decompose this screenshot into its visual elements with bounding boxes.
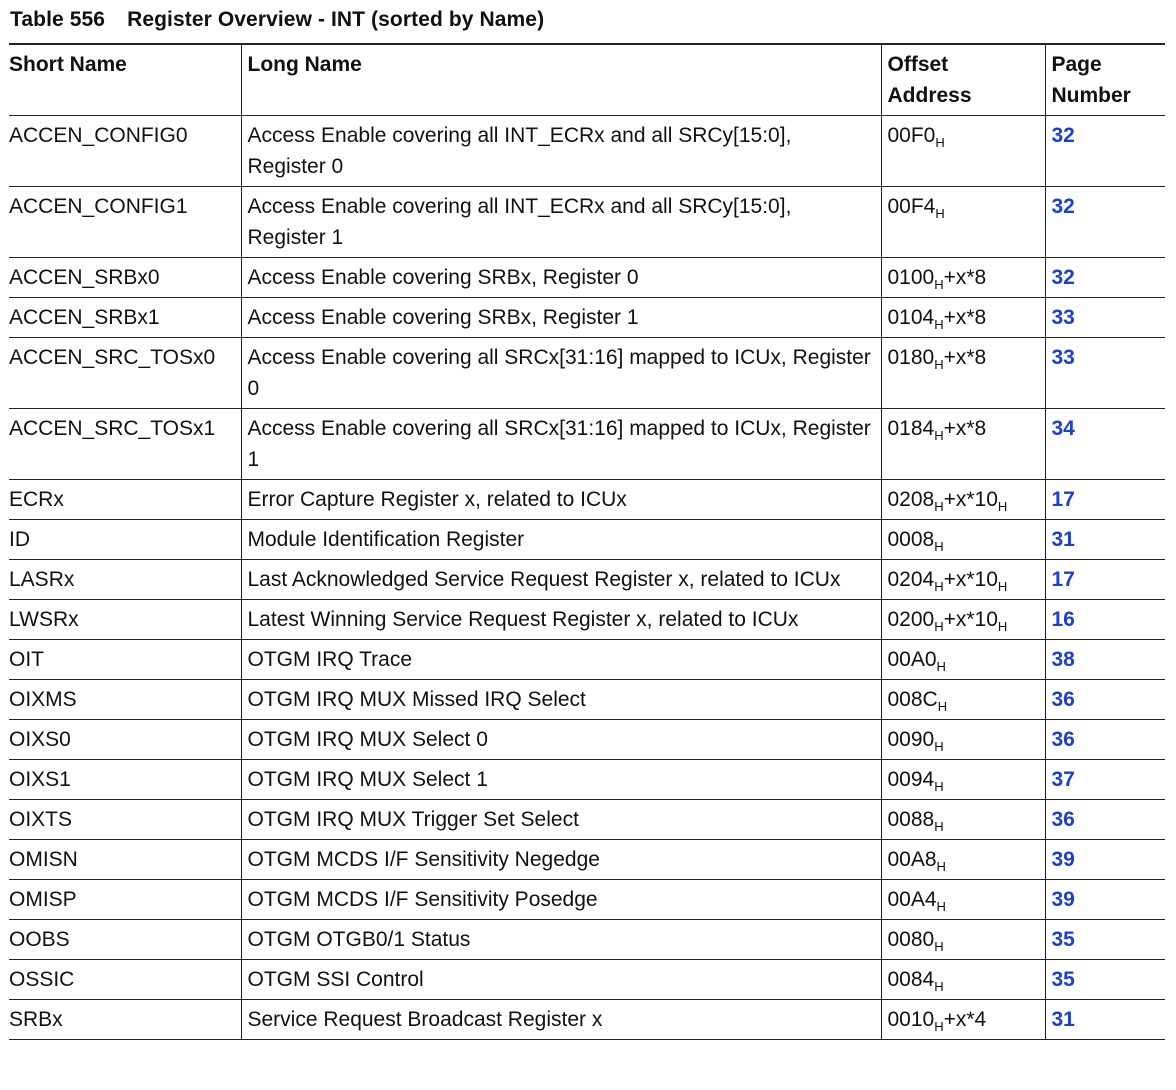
table-row bbox=[9, 1000, 1165, 1040]
cell-offset-address bbox=[881, 480, 1045, 520]
cell-offset-address bbox=[881, 960, 1045, 1000]
cell-page-number bbox=[1045, 600, 1165, 640]
page-link[interactable]: 36 bbox=[1051, 688, 1075, 711]
cell-long-name: Access Enable covering SRBx, Register 0 bbox=[241, 258, 881, 298]
offset-part: +x*4 bbox=[943, 1008, 987, 1031]
cell-offset-address bbox=[881, 680, 1045, 720]
cell-long-name: OTGM IRQ MUX Select 0 bbox=[241, 720, 881, 760]
cell-long-name: Access Enable covering all INT_ECRx and all SRCy[15:0], Register 0 bbox=[241, 116, 881, 187]
offset-part: 0080 bbox=[887, 928, 935, 951]
hex-subscript: H bbox=[934, 819, 944, 834]
hex-subscript: H bbox=[934, 539, 944, 554]
cell-short-name: ACCEN_SRBx1 bbox=[9, 298, 241, 338]
cell-offset-address bbox=[881, 258, 1045, 298]
cell-offset-address bbox=[881, 720, 1045, 760]
offset-part: +x*8 bbox=[943, 417, 987, 440]
table-row bbox=[9, 960, 1165, 1000]
page-link[interactable]: 37 bbox=[1051, 768, 1075, 791]
table-row bbox=[9, 480, 1165, 520]
header-short-name: Short Name bbox=[9, 44, 241, 116]
hex-subscript: H bbox=[936, 899, 946, 914]
offset-part: 00A0 bbox=[887, 648, 937, 671]
offset-part: 0010 bbox=[887, 1008, 935, 1031]
header-page-line1: Page bbox=[1051, 53, 1102, 76]
header-offset-line1: Offset bbox=[887, 53, 949, 76]
offset-part: 00F0 bbox=[887, 124, 936, 147]
hex-subscript: H bbox=[934, 979, 944, 994]
table-row bbox=[9, 720, 1165, 760]
offset-part: +x*10 bbox=[943, 568, 998, 591]
cell-long-name: Last Acknowledged Service Request Register x, related to ICUx bbox=[241, 560, 881, 600]
hex-subscript: H bbox=[936, 659, 946, 674]
cell-long-name: Access Enable covering all SRCx[31:16] mapped to ICUx, Register 0 bbox=[241, 338, 881, 409]
cell-short-name: OIXS1 bbox=[9, 760, 241, 800]
offset-part: +x*8 bbox=[943, 306, 987, 329]
table-row bbox=[9, 760, 1165, 800]
cell-page-number bbox=[1045, 560, 1165, 600]
cell-short-name: ACCEN_CONFIG0 bbox=[9, 116, 241, 187]
hex-subscript: H bbox=[997, 619, 1008, 634]
header-offset-line2: Address bbox=[887, 84, 972, 107]
table-row bbox=[9, 880, 1165, 920]
hex-subscript: H bbox=[934, 619, 944, 634]
page-link[interactable]: 31 bbox=[1051, 528, 1075, 551]
cell-short-name: OIXTS bbox=[9, 800, 241, 840]
cell-long-name: OTGM IRQ Trace bbox=[241, 640, 881, 680]
cell-page-number bbox=[1045, 840, 1165, 880]
register-overview-table bbox=[9, 43, 1165, 1040]
hex-subscript: H bbox=[934, 739, 944, 754]
page-link[interactable]: 33 bbox=[1051, 346, 1075, 369]
cell-short-name: ACCEN_CONFIG1 bbox=[9, 187, 241, 258]
page-link[interactable]: 17 bbox=[1051, 568, 1075, 591]
cell-page-number bbox=[1045, 680, 1165, 720]
cell-long-name: OTGM IRQ MUX Select 1 bbox=[241, 760, 881, 800]
cell-offset-address bbox=[881, 116, 1045, 187]
page-link[interactable]: 17 bbox=[1051, 488, 1075, 511]
cell-page-number bbox=[1045, 187, 1165, 258]
offset-part: 0204 bbox=[887, 568, 935, 591]
cell-short-name: OIXMS bbox=[9, 680, 241, 720]
offset-part: 00F4 bbox=[887, 195, 936, 218]
offset-part: 0184 bbox=[887, 417, 935, 440]
cell-page-number bbox=[1045, 760, 1165, 800]
header-page-line2: Number bbox=[1051, 84, 1131, 107]
page-link[interactable]: 35 bbox=[1051, 928, 1075, 951]
cell-offset-address bbox=[881, 920, 1045, 960]
offset-part: 008C bbox=[887, 688, 938, 711]
cell-page-number bbox=[1045, 960, 1165, 1000]
cell-offset-address bbox=[881, 338, 1045, 409]
header-row bbox=[9, 44, 1165, 116]
cell-long-name: OTGM MCDS I/F Sensitivity Negedge bbox=[241, 840, 881, 880]
cell-offset-address bbox=[881, 600, 1045, 640]
cell-long-name: OTGM OTGB0/1 Status bbox=[241, 920, 881, 960]
offset-part: 00A8 bbox=[887, 848, 937, 871]
table-row bbox=[9, 800, 1165, 840]
cell-page-number bbox=[1045, 640, 1165, 680]
cell-offset-address bbox=[881, 560, 1045, 600]
cell-long-name: Module Identification Register bbox=[241, 520, 881, 560]
table-caption bbox=[10, 8, 544, 32]
cell-short-name: ACCEN_SRBx0 bbox=[9, 258, 241, 298]
header-long-name: Long Name bbox=[241, 44, 881, 116]
cell-offset-address bbox=[881, 760, 1045, 800]
cell-short-name: ACCEN_SRC_TOSx1 bbox=[9, 409, 241, 480]
offset-part: 0008 bbox=[887, 528, 935, 551]
cell-short-name: ECRx bbox=[9, 480, 241, 520]
hex-subscript: H bbox=[934, 277, 944, 292]
cell-short-name: OMISN bbox=[9, 840, 241, 880]
cell-short-name: LASRx bbox=[9, 560, 241, 600]
table-title: Register Overview - INT (sorted by Name) bbox=[127, 8, 545, 31]
cell-page-number bbox=[1045, 258, 1165, 298]
cell-long-name: OTGM SSI Control bbox=[241, 960, 881, 1000]
offset-part: +x*8 bbox=[943, 346, 987, 369]
offset-part: 0090 bbox=[887, 728, 935, 751]
hex-subscript: H bbox=[934, 499, 944, 514]
hex-subscript: H bbox=[937, 699, 948, 714]
page-link[interactable]: 32 bbox=[1051, 195, 1075, 218]
offset-part: 00A4 bbox=[887, 888, 937, 911]
cell-long-name: OTGM MCDS I/F Sensitivity Posedge bbox=[241, 880, 881, 920]
cell-offset-address bbox=[881, 187, 1045, 258]
offset-part: +x*10 bbox=[943, 608, 998, 631]
page-link[interactable]: 32 bbox=[1051, 124, 1075, 147]
cell-offset-address bbox=[881, 800, 1045, 840]
hex-subscript: H bbox=[935, 206, 945, 221]
offset-part: 0208 bbox=[887, 488, 935, 511]
offset-part: 0180 bbox=[887, 346, 935, 369]
hex-subscript: H bbox=[997, 499, 1008, 514]
offset-part: 0088 bbox=[887, 808, 935, 831]
cell-page-number bbox=[1045, 116, 1165, 187]
table-row bbox=[9, 116, 1165, 187]
page-link[interactable]: 39 bbox=[1051, 888, 1075, 911]
cell-short-name: OMISP bbox=[9, 880, 241, 920]
cell-long-name: Access Enable covering all INT_ECRx and all SRCy[15:0], Register 1 bbox=[241, 187, 881, 258]
offset-part: 0100 bbox=[887, 266, 935, 289]
page-link[interactable]: 32 bbox=[1051, 266, 1075, 289]
table-row bbox=[9, 187, 1165, 258]
table-row bbox=[9, 338, 1165, 409]
cell-long-name: Latest Winning Service Request Register x, related to ICUx bbox=[241, 600, 881, 640]
table-row bbox=[9, 409, 1165, 480]
cell-page-number bbox=[1045, 800, 1165, 840]
cell-offset-address bbox=[881, 520, 1045, 560]
offset-part: 0200 bbox=[887, 608, 935, 631]
table-row bbox=[9, 920, 1165, 960]
cell-page-number bbox=[1045, 409, 1165, 480]
table-row bbox=[9, 258, 1165, 298]
hex-subscript: H bbox=[935, 135, 945, 150]
hex-subscript: H bbox=[934, 779, 944, 794]
cell-long-name: OTGM IRQ MUX Trigger Set Select bbox=[241, 800, 881, 840]
page-link[interactable]: 34 bbox=[1051, 417, 1075, 440]
offset-part: 0094 bbox=[887, 768, 935, 791]
cell-long-name: Access Enable covering SRBx, Register 1 bbox=[241, 298, 881, 338]
offset-part: +x*8 bbox=[943, 266, 987, 289]
offset-part: 0104 bbox=[887, 306, 935, 329]
page-link[interactable]: 39 bbox=[1051, 848, 1075, 871]
cell-short-name: OIT bbox=[9, 640, 241, 680]
table-row bbox=[9, 640, 1165, 680]
table-row bbox=[9, 560, 1165, 600]
cell-long-name: Service Request Broadcast Register x bbox=[241, 1000, 881, 1040]
hex-subscript: H bbox=[934, 317, 944, 332]
cell-offset-address bbox=[881, 298, 1045, 338]
page-link[interactable]: 31 bbox=[1051, 1008, 1075, 1031]
cell-offset-address bbox=[881, 840, 1045, 880]
cell-page-number bbox=[1045, 880, 1165, 920]
cell-short-name: ACCEN_SRC_TOSx0 bbox=[9, 338, 241, 409]
header-page-number bbox=[1045, 44, 1165, 116]
offset-part: +x*10 bbox=[943, 488, 998, 511]
cell-long-name: OTGM IRQ MUX Missed IRQ Select bbox=[241, 680, 881, 720]
page-link[interactable]: 35 bbox=[1051, 968, 1075, 991]
cell-long-name: Access Enable covering all SRCx[31:16] mapped to ICUx, Register 1 bbox=[241, 409, 881, 480]
cell-page-number bbox=[1045, 520, 1165, 560]
table-row bbox=[9, 520, 1165, 560]
cell-short-name: ID bbox=[9, 520, 241, 560]
cell-page-number bbox=[1045, 1000, 1165, 1040]
hex-subscript: H bbox=[934, 579, 944, 594]
cell-short-name: OIXS0 bbox=[9, 720, 241, 760]
header-offset-address bbox=[881, 44, 1045, 116]
cell-page-number bbox=[1045, 720, 1165, 760]
cell-page-number bbox=[1045, 920, 1165, 960]
cell-page-number bbox=[1045, 480, 1165, 520]
page-link[interactable]: 38 bbox=[1051, 648, 1075, 671]
page-link[interactable]: 16 bbox=[1051, 608, 1075, 631]
cell-long-name: Error Capture Register x, related to ICUx bbox=[241, 480, 881, 520]
cell-offset-address bbox=[881, 409, 1045, 480]
cell-offset-address bbox=[881, 1000, 1045, 1040]
table-number: Table 556 bbox=[10, 8, 106, 31]
hex-subscript: H bbox=[997, 579, 1008, 594]
hex-subscript: H bbox=[934, 357, 944, 372]
hex-subscript: H bbox=[934, 1019, 944, 1034]
table-row bbox=[9, 600, 1165, 640]
hex-subscript: H bbox=[936, 859, 946, 874]
cell-short-name: OSSIC bbox=[9, 960, 241, 1000]
table-row bbox=[9, 840, 1165, 880]
hex-subscript: H bbox=[934, 939, 944, 954]
cell-page-number bbox=[1045, 338, 1165, 409]
cell-short-name: OOBS bbox=[9, 920, 241, 960]
cell-short-name: SRBx bbox=[9, 1000, 241, 1040]
offset-part: 0084 bbox=[887, 968, 935, 991]
hex-subscript: H bbox=[934, 428, 944, 443]
cell-page-number bbox=[1045, 298, 1165, 338]
cell-offset-address bbox=[881, 640, 1045, 680]
table-row bbox=[9, 680, 1165, 720]
page-link[interactable]: 36 bbox=[1051, 728, 1075, 751]
page-link[interactable]: 33 bbox=[1051, 306, 1075, 329]
cell-offset-address bbox=[881, 880, 1045, 920]
table-row bbox=[9, 298, 1165, 338]
cell-short-name: LWSRx bbox=[9, 600, 241, 640]
page-link[interactable]: 36 bbox=[1051, 808, 1075, 831]
